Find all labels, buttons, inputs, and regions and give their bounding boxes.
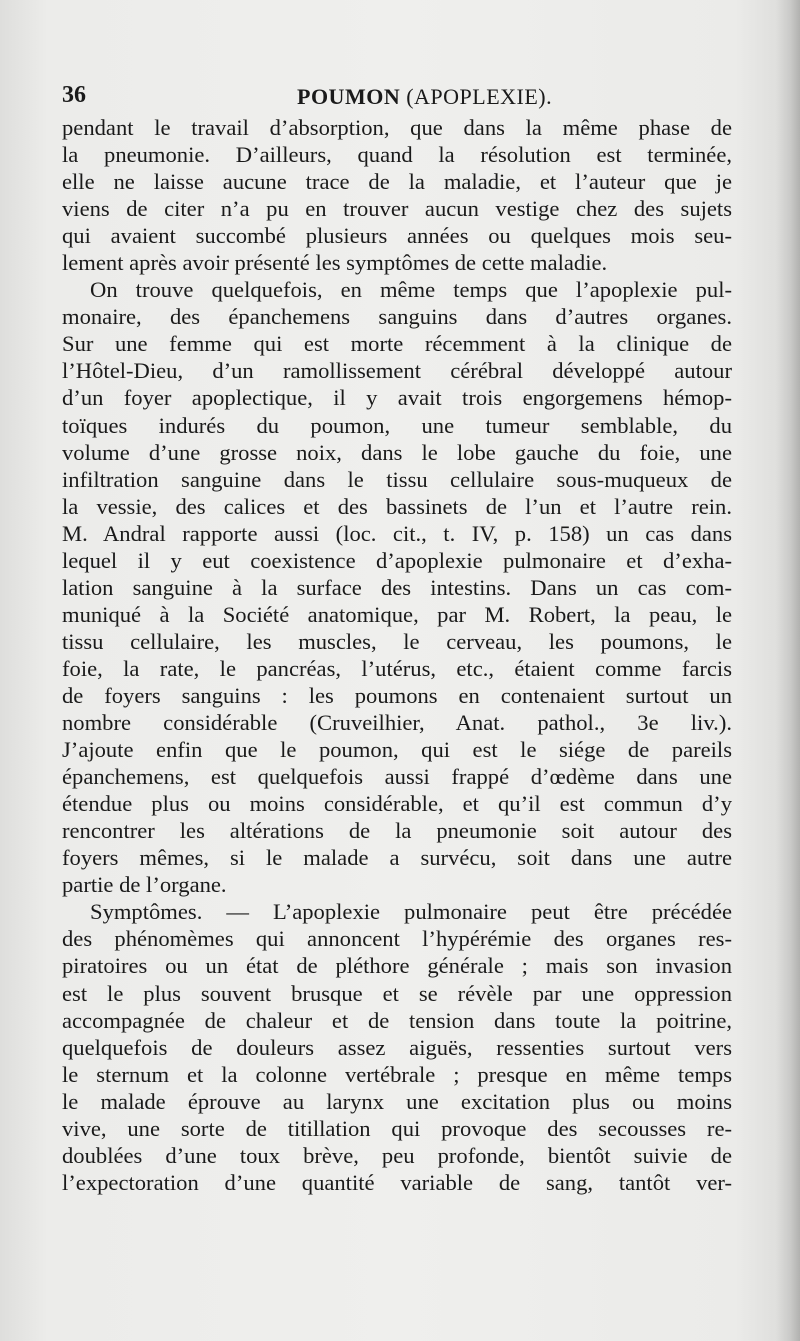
text-line: d’un foyer apoplectique, il y avait trois engorgemens hémop-	[62, 385, 732, 411]
text-line: Symptômes. — L’apoplexie pulmonaire peut être précédée	[90, 899, 732, 925]
running-title-main: POUMON	[297, 84, 401, 109]
text-line: l’expectoration d’une quantité variable de sang, tantôt ver-	[62, 1169, 732, 1195]
text-line: de foyers sanguins : les poumons en contenaient surtout un	[62, 682, 732, 708]
text-line: infiltration sanguine dans le tissu cellulaire sous-muqueux de	[62, 466, 732, 492]
running-title-sub: (APOPLEXIE).	[406, 84, 553, 109]
text-line: J’ajoute enfin que le poumon, qui est le siége de pareils	[62, 737, 732, 763]
text-line: piratoires ou un état de pléthore générale ; mais son invasion	[62, 953, 732, 979]
page-edge-shadow	[776, 0, 800, 1341]
text-line: accompagnée de chaleur et de tension dans toute la poitrine,	[62, 1007, 732, 1033]
text-line: lement après avoir présenté les symptômes de cette maladie.	[62, 250, 608, 276]
text-line: le sternum et la colonne vertébrale ; presque en même temps	[62, 1061, 732, 1087]
text-line: qui avaient succombé plusieurs années ou quelques mois seu-	[62, 223, 732, 249]
text-line: Sur une femme qui est morte récemment à la clinique de	[62, 331, 732, 357]
text-line: foyers mêmes, si le malade a survécu, soit dans une autre	[62, 845, 732, 871]
page-number: 36	[62, 82, 86, 108]
text-line: tissu cellulaire, les muscles, le cerveau, les poumons, le	[62, 628, 732, 654]
text-line: volume d’une grosse noix, dans le lobe gauche du foie, une	[62, 439, 732, 465]
text-line: M. Andral rapporte aussi (loc. cit., t. IV, p. 158) un cas dans	[62, 520, 732, 546]
text-line: nombre considérable (Cruveilhier, Anat. pathol., 3e liv.).	[62, 710, 732, 736]
text-line: épanchemens, est quelquefois aussi frappé d’œdème dans une	[62, 764, 732, 790]
text-line: étendue plus ou moins considérable, et qu’il est commun d’y	[62, 791, 732, 817]
running-header	[62, 82, 732, 112]
text-line: le malade éprouve au larynx une excitation plus ou moins	[62, 1088, 732, 1114]
text-line: rencontrer les altérations de la pneumonie soit autour des	[62, 818, 732, 844]
text-line: toïques indurés du poumon, une tumeur semblable, du	[62, 412, 732, 438]
text-line: la vessie, des calices et des bassinets de l’un et l’autre rein.	[62, 493, 732, 519]
text-line: est le plus souvent brusque et se révèle par une oppression	[62, 980, 732, 1006]
running-title	[297, 84, 552, 110]
text-line: elle ne laisse aucune trace de la maladie, et l’auteur que je	[62, 169, 732, 195]
text-line: viens de citer n’a pu en trouver aucun vestige chez des sujets	[62, 196, 732, 222]
text-line: des phénomèmes qui annoncent l’hypérémie des organes res-	[62, 926, 732, 952]
text-line: l’Hôtel-Dieu, d’un ramollissement cérébral développé autour	[62, 358, 732, 384]
text-line: vive, une sorte de titillation qui provoque des secousses re-	[62, 1115, 732, 1141]
text-line: pendant le travail d’absorption, que dans la même phase de	[62, 115, 732, 140]
text-line: muniqué à la Société anatomique, par M. Robert, la peau, le	[62, 601, 732, 627]
text-line: la pneumonie. D’ailleurs, quand la résolution est terminée,	[62, 142, 732, 168]
text-line: doublées d’une toux brève, peu profonde, bientôt suivie de	[62, 1142, 732, 1168]
body-text	[62, 114, 732, 1196]
text-line: lequel il y eut coexistence d’apoplexie pulmonaire et d’exha-	[62, 547, 732, 573]
text-line: quelquefois de douleurs assez aiguës, ressenties surtout vers	[62, 1034, 732, 1060]
text-line: partie de l’organe.	[62, 872, 227, 898]
text-line: monaire, des épanchemens sanguins dans d’autres organes.	[62, 304, 732, 330]
text-line: foie, la rate, le pancréas, l’utérus, etc., étaient comme farcis	[62, 655, 732, 681]
text-line: On trouve quelquefois, en même temps que l’apoplexie pul-	[90, 277, 732, 303]
text-line: lation sanguine à la surface des intestins. Dans un cas com-	[62, 574, 732, 600]
